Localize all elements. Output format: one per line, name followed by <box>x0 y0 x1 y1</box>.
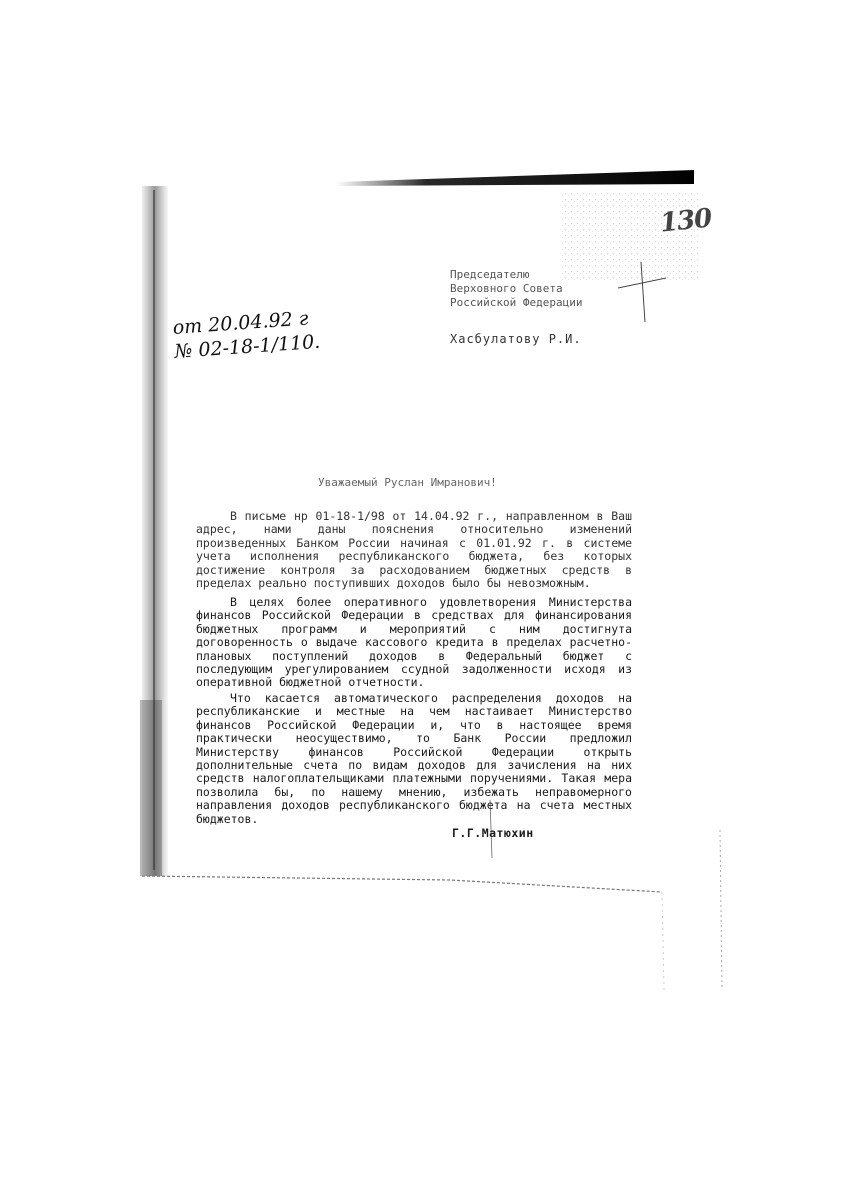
registration-number: № 02-18-1/110. <box>173 330 321 363</box>
addressee-line: Председателю <box>450 268 530 281</box>
letter-paragraph: В письме нр 01-18-1/98 от 14.04.92 г., направленном в Ваш адрес, нами даны пояснения относительно изменений произведенных Банком России начиная с 01.01.92 г. в системе учета исполнения республиканского бюджета, без которых достижение контроля за расходованием бюджетных средств в пределах реально поступивших доходов было бы невозможным. <box>196 509 632 591</box>
top-edge-bar <box>336 170 694 186</box>
letter-paragraph: В целях более оперативного удовлетворения Министерства финансов Российской Федерации в средствах для финансирования бюджетных программ и мероприятий с ним достигнута договоренность о выдаче кассового кредита в пределах расчетно-плановых поступлений доходов в Федеральный бюджет с последующим урегулированием ссудной задолженности исходя из оперативной бюджетной отчетности. <box>196 595 632 690</box>
right-page-edge <box>662 892 664 990</box>
right-scan-streak <box>720 830 722 990</box>
addressee-name: Хасбулатову Р.И. <box>450 332 582 346</box>
addressee-block <box>450 268 582 346</box>
salutation: Уважаемый Руслан Имранович! <box>318 476 497 489</box>
handwritten-registration-note <box>172 306 321 364</box>
signature: Г.Г.Матюхин <box>452 826 534 840</box>
addressee-line: Верховного Совета <box>450 282 563 295</box>
letter-paragraph: Что касается автоматического распределения доходов на республиканские и местные на чем настаивает Министерство финансов Российской Федерации и, что в настоящее время практически неосуществимо, то Банк России предложил Министерству финансов Российской Федерации открыть дополнительные счета по видам доходов для зачисления на них средств налогоплательщиками платежными поручениями. Такая мера позволила бы, по нашему мнению, избежать неправомерного направления доходов республиканского бюджета на счета местных бюджетов. <box>196 691 632 826</box>
page-number: 130 <box>658 203 713 239</box>
bottom-edge <box>142 876 662 892</box>
left-binding-dark-lower <box>140 700 162 876</box>
addressee-line: Российской Федерации <box>450 296 583 309</box>
registration-date: от 20.04.92 г <box>172 307 310 339</box>
